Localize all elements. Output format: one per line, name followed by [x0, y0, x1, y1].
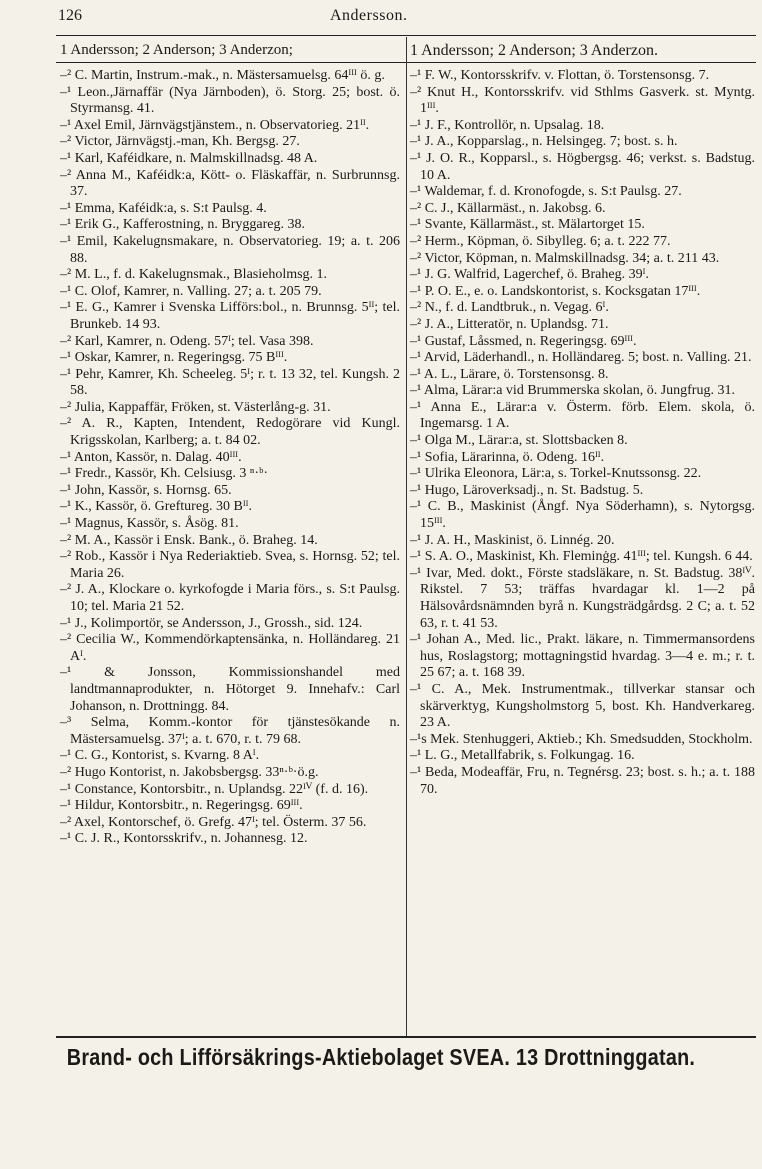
running-title: Andersson.: [330, 7, 408, 24]
directory-entry: –¹ Axel Emil, Järnvägstjänstem., n. Observatorieg. 21ᴵᴵ.: [60, 117, 370, 133]
directory-entry: –¹ J. F., Kontrollör, n. Upsalag. 18.: [410, 117, 605, 133]
directory-entry: –¹ L. G., Metallfabrik, s. Folkungag. 16.: [410, 748, 635, 764]
directory-entry: –² J. A., Klockare o. kyrkofogde i Maria förs., s. S:t Paulsg. 10; tel. Maria 21 52.: [60, 582, 400, 614]
directory-entry: –¹ Erik G., Kafferostning, n. Bryggareg. 38.: [60, 217, 305, 233]
directory-entry: –¹ Ulrika Eleonora, Lär:a, s. Torkel-Knutssonsg. 22.: [410, 466, 702, 482]
right-column-heading: 1 Andersson; 2 Anderson; 3 Anderzon.: [410, 42, 658, 59]
directory-entry: –¹ C. G., Kontorist, s. Kvarng. 8 Aᴵ.: [60, 748, 260, 764]
left-column: [60, 68, 400, 848]
directory-entry: –² M. A., Kassör i Ensk. Bank., ö. Braheg. 14.: [60, 532, 318, 548]
directory-entry: –¹ Anton, Kassör, n. Dalag. 40ᴵᴵᴵ.: [60, 449, 242, 465]
directory-entry: –¹ John, Kassör, s. Hornsg. 65.: [60, 482, 232, 498]
directory-entry: –² M. L., f. d. Kakelugnsmak., Blasieholmsg. 1.: [60, 267, 328, 283]
directory-entry: –² Knut H., Kontorsskrifv. vid Sthlms Gasverk. st. Myntg. 1ᴵᴵᴵ.: [410, 84, 755, 117]
directory-entry: –² Victor, Köpman, n. Malmskillnadsg. 34; a. t. 211 43.: [410, 250, 720, 266]
column-divider: [406, 37, 407, 1037]
directory-entry: –¹ & Jonsson, Kommissionshandel med landtmannaprodukter, n. Hötorget 9. Innehafv.: Carl Johanson, n. Drottningg. 84.: [60, 665, 400, 714]
directory-entry: –¹ C. J. R., Kontorsskrifv., n. Johannesg. 12.: [60, 831, 308, 847]
directory-entry: –¹ K., Kassör, ö. Greftureg. 30 Bᴵᴵ.: [60, 499, 252, 515]
directory-entry: –¹ P. O. E., e. o. Landskontorist, s. Kocksgatan 17ᴵᴵᴵ.: [410, 283, 701, 299]
directory-entry: –¹ Alma, Lärar:a vid Brummerska skolan, ö. Jungfrug. 31.: [410, 383, 735, 399]
directory-entry: –² Victor, Järnvägstj.-man, Kh. Bergsg. 27.: [60, 134, 300, 150]
advertisement-banner: Brand- och Lifförsäkrings-Aktiebolaget SVEA. 13 Drottninggatan.: [66, 1044, 696, 1070]
directory-entry: –¹ Constance, Kontorsbitr., n. Uplandsg. 22ᴵⱽ (f. d. 16).: [60, 781, 369, 797]
directory-entry: –¹ Magnus, Kassör, s. Åsög. 81.: [60, 516, 239, 532]
directory-entry: –² Julia, Kappaffär, Fröken, st. Västerlång-g. 31.: [60, 399, 331, 415]
directory-entry: –¹ C. Olof, Kamrer, n. Valling. 27; a. t. 205 79.: [60, 283, 322, 299]
directory-entry: –¹s Mek. Stenhuggeri, Aktieb.; Kh. Smedsudden, Stockholm.: [410, 731, 753, 747]
left-column-heading: 1 Andersson; 2 Anderson; 3 Anderzon;: [60, 42, 293, 58]
directory-entry: –¹ Svante, Källarmäst., st. Mälartorget 15.: [410, 217, 645, 233]
directory-entry: –¹ Karl, Kaféidkare, n. Malmskillnadsg. 48 A.: [60, 150, 318, 166]
directory-entry: –¹ J. A., Kopparslag., n. Helsingeg. 7; bost. s. h.: [410, 134, 678, 150]
directory-entry: –¹ Ivar, Med. dokt., Förste stadsläkare, n. St. Badstug. 38ᴵⱽ. Rikstel. 7 53; träffas hvardagar kl. 1—2 på Hälsovårdsnämnden byrå n. Kungsträdgårdsg. 2 C; a. t. 52 63, r. t. 41 53.: [410, 565, 755, 631]
directory-entry: –² C. Martin, Instrum.-mak., n. Mästersamuelsg. 64ᴵᴵᴵ ö. g.: [60, 68, 385, 83]
directory-entry: –¹ J., Kolimportör, se Andersson, J., Grossh., sid. 124.: [60, 615, 363, 631]
directory-entry: –¹ Arvid, Läderhandl., n. Holländareg. 5; bost. n. Valling. 21.: [410, 350, 752, 366]
directory-entry: –¹ Emma, Kaféidk:a, s. S:t Paulsg. 4.: [60, 200, 267, 216]
directory-entry: –¹ S. A. O., Maskinist, Kh. Fleminġg. 41ᴵᴵᴵ; tel. Kungsh. 6 44.: [410, 549, 753, 565]
directory-entry: –¹ J. G. Walfrid, Lagerchef, ö. Braheg. 39ᴵ.: [410, 267, 649, 283]
directory-entry: –¹ Sofia, Lärarinna, ö. Odeng. 16ᴵᴵ.: [410, 449, 605, 465]
directory-entry: –² Karl, Kamrer, n. Odeng. 57ᴵ; tel. Vasa 398.: [60, 333, 314, 349]
directory-entry: –² Cecilia W., Kommendörkaptensänka, n. Holländareg. 21 Aᴵ.: [60, 632, 400, 664]
directory-entry: –¹ Beda, Modeaffär, Fru, n. Tegnérsg. 23; bost. s. h.; a. t. 188 70.: [410, 764, 755, 797]
directory-entry: –¹ Oskar, Kamrer, n. Regeringsg. 75 Bᴵᴵᴵ.: [60, 350, 288, 366]
directory-entry: –¹ Anna E., Lärar:a v. Österm. förb. Elem. skola, ö. Ingemarsg. 1 A.: [410, 399, 755, 432]
directory-entry: –¹ A. L., Lärare, ö. Torstensonsg. 8.: [410, 366, 609, 382]
directory-entry: –¹ Waldemar, f. d. Kronofogde, s. S:t Paulsg. 27.: [410, 184, 682, 200]
page-number: 126: [58, 7, 82, 24]
directory-entry: –¹ J. A. H., Maskinist, ö. Linnég. 20.: [410, 532, 615, 548]
directory-entry: –¹ Leon.,Järnaffär (Nya Järnboden), ö. Storg. 25; bost. ö. Styrmansg. 41.: [60, 84, 400, 117]
directory-entry: –² Hugo Kontorist, n. Jakobsbergsg. 33ⁿ·ᵇ·ö.g.: [60, 764, 319, 780]
directory-entry: –² Herm., Köpman, ö. Sibylleg. 6; a. t. 222 77.: [410, 233, 671, 249]
directory-entry: –¹ C. B., Maskinist (Ångf. Nya Söderhamn), s. Nytorgsg. 15ᴵᴵᴵ.: [410, 499, 755, 532]
directory-entry: –¹ Gustaf, Låssmed, n. Regeringsg. 69ᴵᴵᴵ.: [410, 333, 637, 349]
footer-rule: [56, 1036, 756, 1038]
right-column: [410, 68, 755, 798]
directory-entry: –¹ Hildur, Kontorsbitr., n. Regeringsg. 69ᴵᴵᴵ.: [60, 798, 303, 814]
directory-entry: –¹ Pehr, Kamrer, Kh. Scheeleg. 5ᴵ; r. t. 13 32, tel. Kungsh. 2 58.: [60, 366, 400, 399]
directory-entry: –¹ Emil, Kakelugnsmakare, n. Observatorieg. 19; a. t. 206 88.: [60, 233, 400, 266]
directory-entry: –² Rob., Kassör i Nya Rederiaktieb. Svea, s. Hornsg. 52; tel. Maria 26.: [60, 549, 400, 581]
directory-entry: –² Anna M., Kaféidk:a, Kött- o. Fläskaffär, n. Surbrunnsg. 37.: [60, 167, 400, 200]
directory-entry: –¹ Johan A., Med. lic., Prakt. läkare, n. Timmermansordens hus, Roslagstorg; mottagningstid hvardag. 3—4 e. m.; r. t. 25 67; a. t. 168 39.: [410, 632, 755, 681]
directory-entry: –¹ C. A., Mek. Instrumentmak., tillverkar stansar och skärverktyg, Kungsholmstorg 5, bost. Kh. Handverkareg. 23 A.: [410, 681, 755, 731]
directory-entry: –¹ F. W., Kontorsskrifv. v. Flottan, ö. Torstensonsg. 7.: [410, 68, 710, 83]
top-rule: [56, 35, 756, 36]
directory-entry: –² J. A., Litteratör, n. Uplandsg. 71.: [410, 316, 609, 332]
directory-entry: –¹ Fredr., Kassör, Kh. Celsiusg. 3 ⁿ·ᵇ·: [60, 466, 268, 482]
directory-entry: –¹ J. O. R., Kopparsl., s. Högbergsg. 46; verkst. s. Badstug. 10 A.: [410, 150, 755, 183]
directory-entry: –¹ E. G., Kamrer i Svenska Lifförs:bol., n. Brunnsg. 5ᴵᴵ; tel. Brunkeb. 14 93.: [60, 300, 400, 332]
directory-entry: –² N., f. d. Landtbruk., n. Vegag. 6ᴵ.: [410, 300, 609, 316]
directory-entry: –² Axel, Kontorschef, ö. Grefg. 47ᴵ; tel. Österm. 37 56.: [60, 814, 367, 830]
directory-entry: –¹ Hugo, Läroverksadj., n. St. Badstug. 5.: [410, 482, 644, 498]
directory-entry: –¹ Olga M., Lärar:a, st. Slottsbacken 8.: [410, 433, 628, 449]
directory-entry: –² A. R., Kapten, Intendent, Redogörare vid Kungl. Krigsskolan, Karlberg; a. t. 84 02.: [60, 416, 400, 449]
directory-entry: –² C. J., Källarmäst., n. Jakobsg. 6.: [410, 200, 606, 216]
directory-entry: –³ Selma, Komm.-kontor för tjänstesökande n. Mästersamuelsg. 37ᴵ; a. t. 670, r. t. 79 68.: [60, 715, 400, 747]
